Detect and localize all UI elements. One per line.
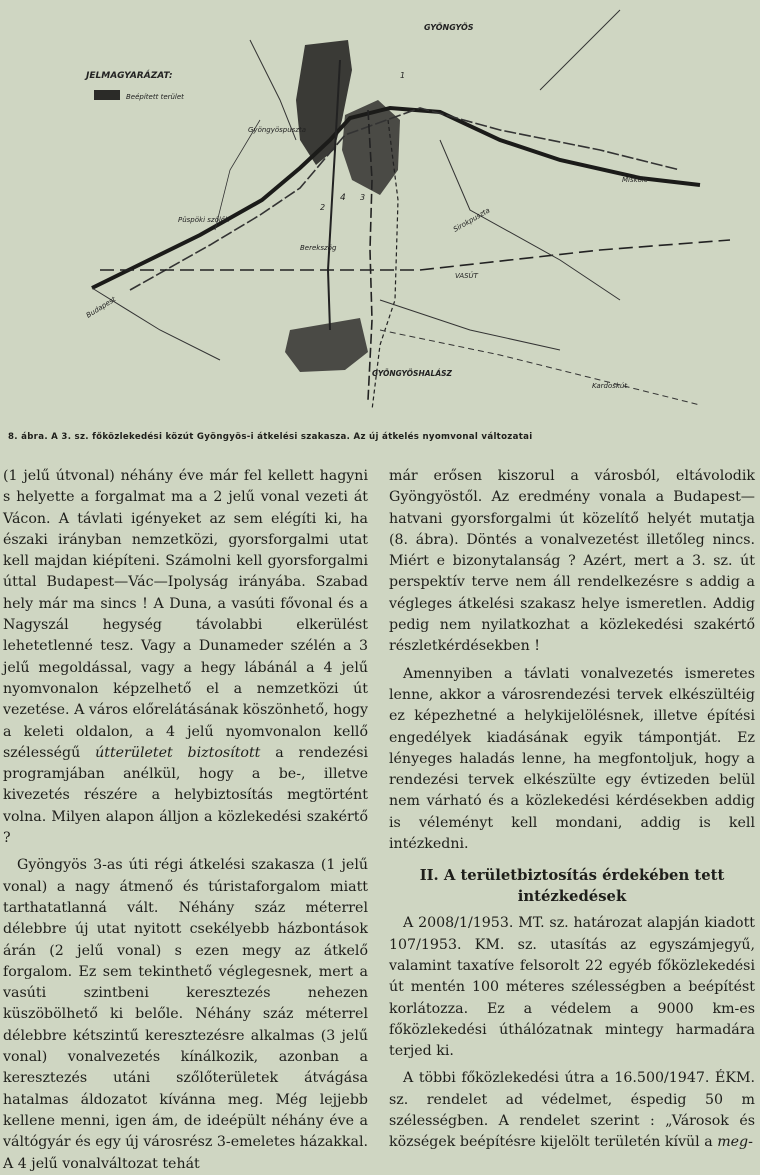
route-map-figure bbox=[0, 0, 760, 430]
left-p1-end: a rendezési programjában anélkül, hogy a be-, illetve kivezetés részére a helybiztosítás megtörtént volna. Milyen alapon álljon a közlekedési szakértő ? bbox=[3, 744, 369, 847]
left-p1-text: (1 jelű útvonal) néhány éve már fel kellett hagyni s helyette a forgalmat ma a 2 jelű vonal vezeti át Vácon. A távlati igényeket az sem elégíti ki, ha északi irányban nemzetközi, gyorsforgalmi utat kell majdan kiépíteni. Számolni kell gyorsforgalmi úttal Budapest—Vác—Ipolyság irányába. Szabad hely már ma sincs ! A Duna, a vasúti fővonal és a Nagyszál hegység távolabbi elkerülést lehetetlenné tesz. Vagy a Dunameder szélén a 3 jelű megoldással, vagy a hegy lábánál a 4 jelű nyomvonalon képzelhető el a nemzetközi út vezetése. A város előrelátásának köszönhető, hogy a keleti oldalon, a 4 jelű nyomvonalon kellő szélességű bbox=[3, 468, 368, 761]
label-sirokpuszta: Sirokpuszta bbox=[452, 206, 492, 234]
built-up-area-south bbox=[285, 318, 368, 372]
left-paragraph-1 bbox=[3, 466, 368, 849]
label-gyongyos: GYÖNGYÖS bbox=[424, 23, 474, 32]
label-route-1: 1 bbox=[400, 71, 406, 80]
secondary-road-northeast bbox=[540, 10, 620, 90]
section-heading: II. A területbiztosítás érdekében tett intézkedések bbox=[419, 867, 725, 906]
label-miskolc: Miskolc bbox=[622, 176, 648, 184]
label-gyongyoshalasz: GYÖNGYÖSHALÁSZ bbox=[372, 369, 452, 378]
label-vasut: VASÚT bbox=[455, 272, 478, 280]
right-paragraph-2: Amennyiben a távlati vonalvezetés ismeretes lenne, akkor a városrendezési tervek elkészültéig ez képezhetné a helykijelölésnek, illetve építési engedélyek kiadásának egyik támpontját. Ez lényeges haladás lenne, ha megfontoljuk, hogy a rendezési tervek elkészülte egy évtizeden belül nem várható és a közlekedési kérdésekben addig is véleményt kell mondani, addig is kell intézkedni. bbox=[389, 665, 755, 853]
left-paragraph-2: Gyöngyös 3-as úti régi átkelési szakasza (1 jelű vonal) a nagy átmenő és túristaforgalom miatt tarthatatlanná vált. Néhány száz méterrel délebbre új utat nyitott csekélyebb házbontások árán (2 jelű vonal) s ezen megy az átkelő forgalom. Ez sem tekinthető véglegesnek, mert a vasúti szintbeni keresztezés nehezen küszöbölhető ki belőle. Néhány száz méterrel délebbre kétszintű keresztezésre alkalmas (3 jelű vonal) vonalvezetés kínálkozik, azonban a keresztezés utáni szőlőterületek átvágása hatalmas áldozatot kívánna meg. Még lejjebb kellene menni, igen ám, de ideépült néhány éve a váltógyár és egy új városrész 3-emeletes házakkal. A 4 jelű vonalváltozat tehát bbox=[3, 857, 368, 1172]
secondary-road-southeast bbox=[380, 330, 700, 405]
left-p1-italic: útterületet biztosított bbox=[95, 744, 261, 761]
route-map-drawing bbox=[0, 0, 760, 430]
label-route-2: 2 bbox=[320, 203, 326, 212]
railway-line bbox=[130, 108, 680, 290]
right-p4-text: A többi főközlekedési útra a 16.500/1947. ÉKM. sz. rendelet ad védelmet, éspedig 50 m szélességben. A rendelet szerint : „Városok és községek beépítésre kijelölt területén kívül a bbox=[389, 1070, 755, 1151]
legend-title: JELMAGYARÁZAT: bbox=[86, 71, 173, 81]
legend-item-label: Beépített terület bbox=[126, 93, 184, 101]
label-budapest: Budapest bbox=[84, 295, 118, 320]
label-gyongyospuszta: Gyöngyöspuszta bbox=[248, 126, 307, 134]
label-route-4: 4 bbox=[340, 193, 346, 203]
dashed-route bbox=[100, 240, 730, 270]
right-paragraph-4 bbox=[389, 1068, 755, 1153]
figure-caption: 8. ábra. A 3. sz. főközlekedési közút Gyöngyös-i átkelési szakasza. Az új átkelés nyomvonal változatai bbox=[8, 432, 533, 442]
label-bereksz: Berekszög bbox=[300, 244, 337, 252]
legend-swatch bbox=[94, 90, 120, 100]
right-paragraph-3: A 2008/1/1953. MT. sz. határozat alapján kiadott 107/1953. KM. sz. utasítás az egyszámjegyű, valamint taxatíve felsorolt 22 egyéb főközlekedési út mentén 100 méteres szélességben a beépítést korlátozza. Ez a védelem a 9000 km-es főközlekedési úthálózatnak mintegy harmadára terjed ki. bbox=[389, 915, 755, 1060]
label-kardoskut: Kardoskút bbox=[592, 382, 628, 390]
right-p4-italic: meg- bbox=[717, 1134, 753, 1151]
vasut-line bbox=[380, 300, 560, 350]
left-column bbox=[3, 466, 368, 1175]
right-column bbox=[389, 466, 755, 1154]
label-route-3: 3 bbox=[360, 193, 366, 202]
right-paragraph-1: már erősen kiszorul a városból, eltávolodik Gyöngyöstől. Az eredmény vonala a Budapest—hatvani gyorsforgalmi út közelítő helyét mutatja (8. ábra). Döntés a vonalvezetést illetőleg nincs. Miért e bizonytalanság ? Azért, mert a 3. sz. út perspektív terve nem áll rendelkezésre s addig a végleges átkelési szakasz helye ismeretlen. Addig pedig nem nyilatkozhat a közlekedési szakértő részletkérdésekben ! bbox=[389, 468, 755, 655]
label-puspoki-szolok: Püspöki szőlők bbox=[178, 216, 230, 224]
